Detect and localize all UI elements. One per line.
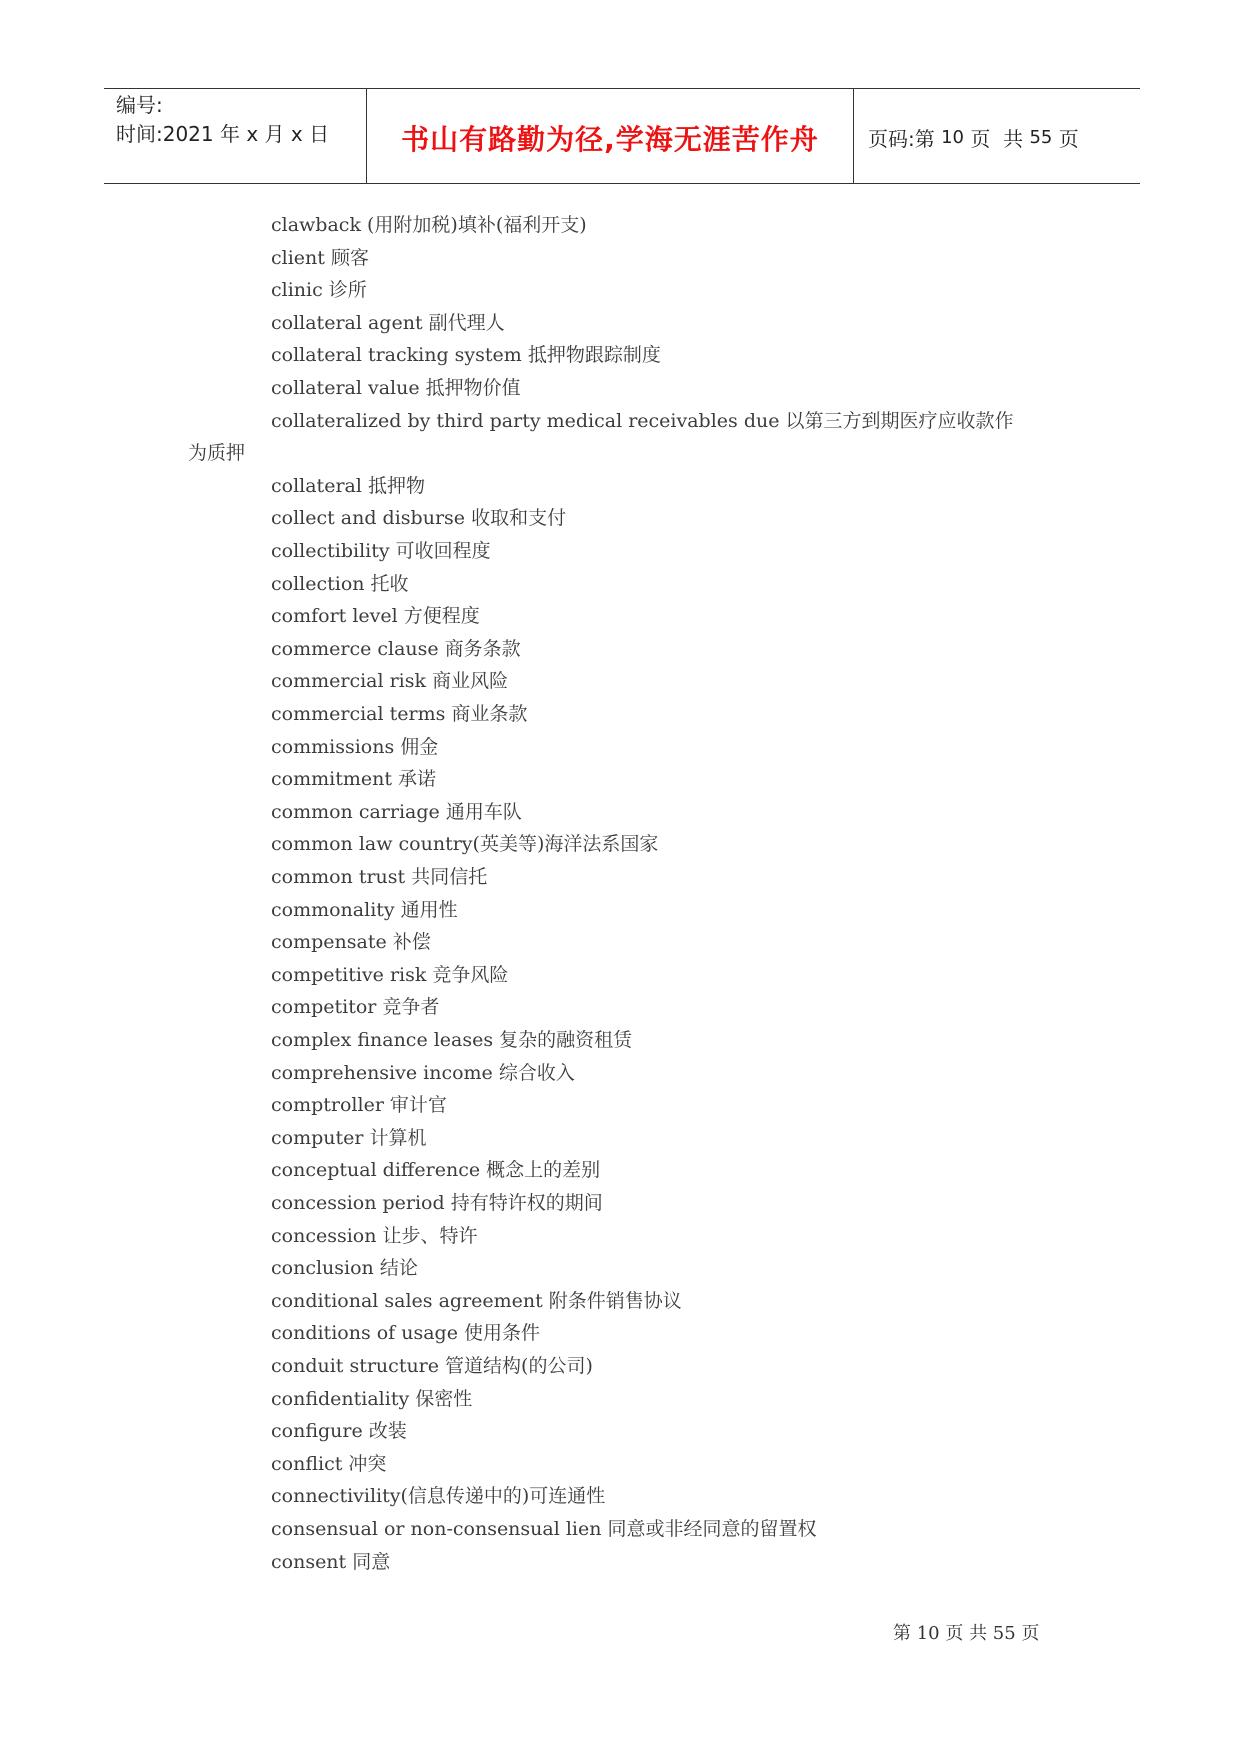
glossary-entry: connectivility(信息传递中的)可连通性 bbox=[271, 1485, 606, 1508]
page-current: 10 bbox=[941, 126, 965, 148]
glossary-entry: collateral 抵押物 bbox=[271, 474, 425, 497]
glossary-entry: conceptual difference 概念上的差别 bbox=[271, 1159, 601, 1182]
page-total: 55 bbox=[1029, 126, 1053, 148]
page-suffix: 页 bbox=[1052, 126, 1079, 151]
glossary-entry: conduit structure 管道结构(的公司) bbox=[271, 1355, 593, 1377]
glossary-entry: consensual or non-consensual lien 同意或非经同意的留置权 bbox=[271, 1518, 817, 1540]
glossary-entry: clawback (用附加税)填补(福利开支) bbox=[271, 214, 587, 236]
glossary-entry: collection 托收 bbox=[271, 572, 409, 595]
glossary-entry: common law country(英美等)海洋法系国家 bbox=[271, 833, 659, 856]
glossary-entry: 为质押 bbox=[188, 442, 246, 465]
glossary-entry: concession period 持有特许权的期间 bbox=[271, 1192, 603, 1214]
glossary-entry: consent 同意 bbox=[271, 1550, 391, 1573]
glossary-entry: collateral agent 副代理人 bbox=[271, 311, 505, 334]
glossary-entry: configure 改装 bbox=[271, 1420, 407, 1443]
glossary-entry: computer 计算机 bbox=[271, 1126, 427, 1149]
header-page-cell bbox=[854, 89, 1140, 183]
glossary-entry: compensate 补偿 bbox=[271, 931, 431, 954]
glossary-entry: conflict 冲突 bbox=[271, 1452, 387, 1475]
glossary-entry: collateral tracking system 抵押物跟踪制度 bbox=[271, 344, 661, 367]
page-mid: 页 共 bbox=[964, 126, 1030, 151]
glossary-entry: comfort level 方便程度 bbox=[271, 605, 480, 628]
header-motto-cell bbox=[367, 89, 854, 183]
motto-text: 书山有路勤为径,学海无涯苦作舟 bbox=[401, 123, 819, 156]
glossary-entry: comptroller 审计官 bbox=[271, 1094, 447, 1117]
glossary-entry: collect and disburse 收取和支付 bbox=[271, 507, 567, 530]
glossary-entry: commercial terms 商业条款 bbox=[271, 703, 528, 725]
glossary-entry: conditions of usage 使用条件 bbox=[271, 1322, 541, 1345]
glossary-entry: common trust 共同信托 bbox=[271, 866, 488, 888]
glossary-entry: collateralized by third party medical receivables due 以第三方到期医疗应收款作 bbox=[271, 409, 1014, 432]
glossary-entry: commerce clause 商务条款 bbox=[271, 637, 521, 660]
page-prefix: 页码:第 bbox=[868, 126, 942, 151]
glossary-entry: comprehensive income 综合收入 bbox=[271, 1061, 575, 1084]
glossary-entry: collectibility 可收回程度 bbox=[271, 540, 491, 562]
glossary-entry: commonality 通用性 bbox=[271, 898, 458, 921]
glossary-entry: commitment 承诺 bbox=[271, 768, 436, 791]
glossary-entry: conclusion 结论 bbox=[271, 1257, 418, 1280]
page-footer: 第 10 页 共 55 页 bbox=[893, 1623, 1040, 1644]
glossary-entry: collateral value 抵押物价值 bbox=[271, 377, 521, 399]
glossary-entry: commissions 佣金 bbox=[271, 735, 439, 758]
header-meta-cell bbox=[104, 89, 367, 183]
document-header bbox=[104, 88, 1140, 184]
glossary-entry: clinic 诊所 bbox=[271, 279, 367, 302]
time-label: 时间:2021 年 x 月 x 日 bbox=[116, 122, 330, 146]
glossary-entry: common carriage 通用车队 bbox=[271, 800, 522, 823]
glossary-entry: confidentiality 保密性 bbox=[271, 1387, 473, 1410]
glossary-entry: concession 让步、特许 bbox=[271, 1224, 478, 1247]
serial-number-label: 编号: bbox=[116, 93, 163, 117]
glossary-entry: commercial risk 商业风险 bbox=[271, 670, 509, 693]
glossary-entry: complex finance leases 复杂的融资租赁 bbox=[271, 1029, 633, 1051]
glossary-entry: competitive risk 竞争风险 bbox=[271, 963, 509, 986]
glossary-entry: client 顾客 bbox=[271, 246, 369, 269]
glossary-entry: competitor 竞争者 bbox=[271, 996, 440, 1019]
glossary-entry: conditional sales agreement 附条件销售协议 bbox=[271, 1289, 682, 1312]
